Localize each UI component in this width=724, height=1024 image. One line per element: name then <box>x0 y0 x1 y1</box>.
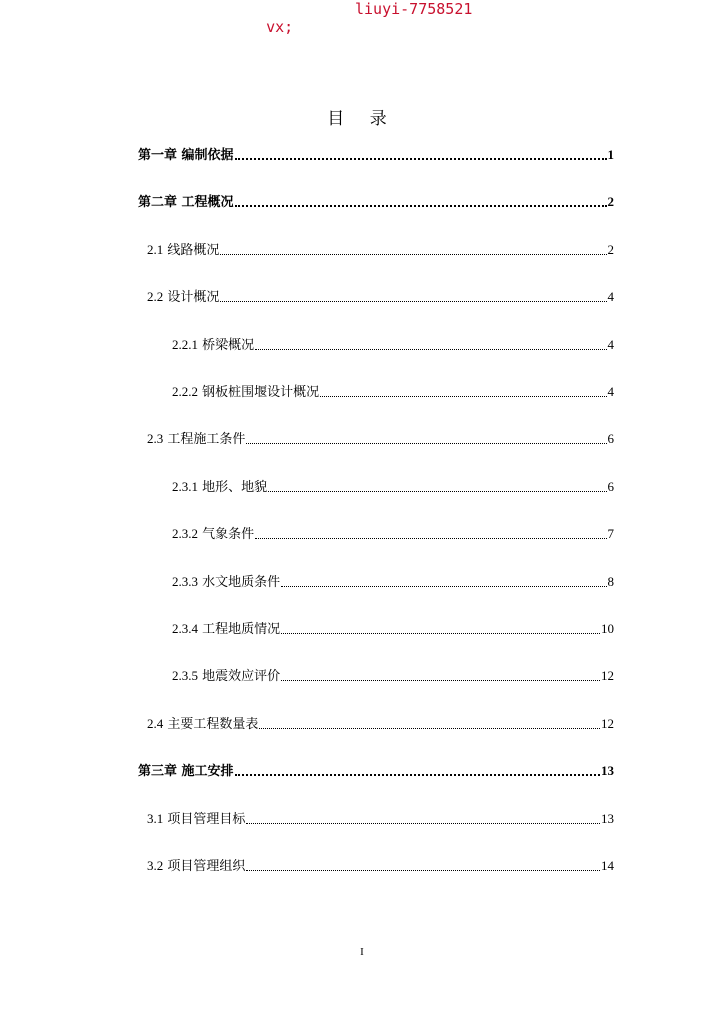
toc-entry[interactable] <box>147 807 614 827</box>
toc-entry-number: 2.1 <box>147 242 164 257</box>
toc-entry-label <box>147 713 258 732</box>
toc-entry-number: 3.2 <box>147 858 164 873</box>
toc-entry[interactable] <box>172 664 614 684</box>
toc-leader-dots <box>281 680 600 681</box>
toc-entry[interactable] <box>147 854 614 874</box>
toc-entry-label <box>138 191 234 210</box>
toc-entry-number: 2.2.1 <box>172 337 198 352</box>
toc-entry-number: 2.3 <box>147 431 164 446</box>
toc-entry-text: 工程概况 <box>177 195 234 210</box>
toc-entry-page: 13 <box>601 763 614 778</box>
toc-entry-label <box>172 523 254 542</box>
toc-entry-number: 3.1 <box>147 811 164 826</box>
toc-entry-page: 2 <box>607 194 614 209</box>
toc-entry-text: 工程地质情况 <box>198 622 281 637</box>
toc-entry[interactable] <box>172 617 614 637</box>
toc-entry-label <box>172 476 267 495</box>
toc-entry-page: 1 <box>607 147 614 162</box>
toc-entry-text: 地形、地貌 <box>198 480 268 495</box>
toc-entry-page: 13 <box>601 811 614 826</box>
toc-entry[interactable] <box>172 333 614 353</box>
toc-entry-label <box>147 855 245 874</box>
toc-leader-dots <box>235 205 607 207</box>
toc-title: 目 录 <box>327 109 397 129</box>
toc-entry-page: 12 <box>601 716 614 731</box>
toc-entry-text: 施工安排 <box>177 764 234 779</box>
toc-leader-dots <box>246 870 600 871</box>
toc-entry-label <box>172 618 280 637</box>
watermark-part1: vx; <box>266 18 294 36</box>
toc-entry-text: 水文地质条件 <box>198 575 281 590</box>
toc-entry-label <box>172 334 254 353</box>
toc-entry-page: 2 <box>607 242 614 257</box>
toc-leader-dots <box>246 823 600 824</box>
toc-entry[interactable] <box>172 380 614 400</box>
toc-entry-page: 14 <box>601 858 614 873</box>
toc-entry-page: 10 <box>601 621 614 636</box>
toc-entry-page: 8 <box>607 574 614 589</box>
toc-leader-dots <box>268 491 606 492</box>
toc-entry-label <box>147 286 219 305</box>
toc-entry[interactable] <box>147 285 614 305</box>
toc-entry[interactable] <box>172 475 614 495</box>
toc-entry-label <box>147 239 219 258</box>
toc-entry-number: 2.2.2 <box>172 384 198 399</box>
toc-entry-number: 2.4 <box>147 716 164 731</box>
toc-entry[interactable] <box>138 143 614 163</box>
toc-leader-dots <box>320 396 606 397</box>
toc-entry[interactable] <box>147 712 614 732</box>
toc-entry-number: 第三章 <box>138 764 178 779</box>
toc-entry-label <box>172 571 280 590</box>
toc-entry-label <box>172 381 319 400</box>
toc-entry-text: 编制依据 <box>177 148 234 163</box>
toc-leader-dots <box>220 301 606 302</box>
toc-entry-page: 4 <box>607 289 614 304</box>
toc-entry-text: 项目管理目标 <box>163 812 246 827</box>
toc-entry[interactable] <box>138 190 614 210</box>
toc-entry-number: 2.3.1 <box>172 479 198 494</box>
toc-entry[interactable] <box>138 759 614 779</box>
toc-entry-text: 桥梁概况 <box>198 338 255 353</box>
toc-entry[interactable] <box>172 522 614 542</box>
toc-entry-label <box>138 144 234 163</box>
toc-entry-text: 气象条件 <box>198 527 255 542</box>
toc-entry-label <box>172 665 280 684</box>
toc-leader-dots <box>255 538 606 539</box>
toc-leader-dots <box>281 586 606 587</box>
toc-entry-label <box>138 760 234 779</box>
page-number: I <box>360 946 364 958</box>
toc-entry-page: 7 <box>607 526 614 541</box>
toc-entry[interactable] <box>147 238 614 258</box>
toc-entry-text: 主要工程数量表 <box>163 717 259 732</box>
toc-entry-page: 12 <box>601 668 614 683</box>
toc-entry-page: 4 <box>607 384 614 399</box>
toc-entry-text: 工程施工条件 <box>163 432 246 447</box>
toc-entry-page: 6 <box>607 431 614 446</box>
toc-entry-number: 2.3.5 <box>172 668 198 683</box>
toc-entry-text: 项目管理组织 <box>163 859 246 874</box>
toc-leader-dots <box>281 633 600 634</box>
toc-leader-dots <box>235 158 607 160</box>
toc-entry-page: 6 <box>607 479 614 494</box>
toc-entry-number: 2.3.4 <box>172 621 198 636</box>
toc-leader-dots <box>235 774 600 776</box>
toc-leader-dots <box>255 349 606 350</box>
toc-entry-text: 钢板桩围堰设计概况 <box>198 385 320 400</box>
toc-entry-number: 2.3.3 <box>172 574 198 589</box>
toc-entry-page: 4 <box>607 337 614 352</box>
toc-entry-text: 地震效应评价 <box>198 669 281 684</box>
toc-entry-text: 设计概况 <box>163 290 220 305</box>
toc-entry[interactable] <box>147 427 614 447</box>
toc-entry-label <box>147 808 245 827</box>
toc-leader-dots <box>259 728 600 729</box>
toc-entry-label <box>147 428 245 447</box>
toc-entry-number: 第一章 <box>138 148 178 163</box>
watermark-part2: liuyi-7758521 <box>355 0 473 18</box>
toc-entry-number: 第二章 <box>138 195 178 210</box>
toc-entry-number: 2.2 <box>147 289 164 304</box>
toc-leader-dots <box>246 443 606 444</box>
toc-entry-number: 2.3.2 <box>172 526 198 541</box>
toc-leader-dots <box>220 254 606 255</box>
toc-entry[interactable] <box>172 570 614 590</box>
watermark-header <box>248 0 473 54</box>
toc-entry-text: 线路概况 <box>163 243 220 258</box>
